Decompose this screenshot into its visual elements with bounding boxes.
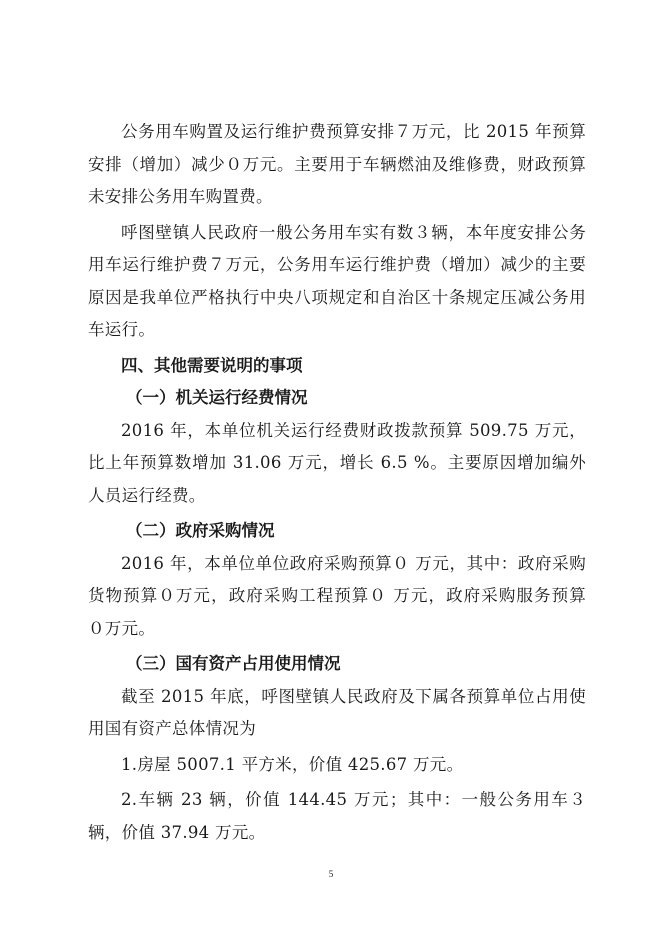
paragraph-assets-housing: 1.房屋 5007.1 平方米，价值 425.67 万元。: [121, 754, 464, 774]
paragraph-assets-intro: 截至 2015 年底，呼图壁镇人民政府及下属各预算单位占用使用国有资产总体情况为: [88, 686, 586, 738]
page-number: 5: [328, 869, 334, 879]
paragraph-vehicle-budget: 公务用车购置及运行维护费预算安排７万元，比 2015 年预算安排（增加）减少０万元。主要用于车辆燃油及维修费，财政预算未安排公务用车购置费。: [88, 122, 586, 206]
document-body: [88, 116, 586, 849]
paragraph-procurement: 2016 年，本单位单位政府采购预算０ 万元，其中：政府采购货物预算０万元，政府采购工程预算０ 万元，政府采购服务预算 ０万元。: [88, 553, 586, 638]
paragraph-operating-costs: 2016 年，本单位机关运行经费财政拨款预算 509.75 万元，比上年预算数增加 31.06 万元，增长 6.5 %。主要原因增加编外人员运行经费。: [88, 420, 586, 505]
subheading-procurement: （二）政府采购情况: [125, 521, 275, 540]
subheading-operating-costs: （一）机关运行经费情况: [125, 388, 308, 407]
paragraph-vehicle-count: 呼图壁镇人民政府一般公务用车实有数３辆，本年度安排公务用车运行维护费７万元，公务用车运行维护费（增加）减少的主要原因是我单位严格执行中央八项规定和自治区十条规定压减公务用车运行。: [88, 222, 586, 339]
subheading-state-assets: （三）国有资产占用使用情况: [125, 654, 341, 673]
paragraph-assets-vehicles: 2.车辆 23 辆，价值 144.45 万元；其中：一般公务用车３辆，价值 37.94 万元。: [88, 790, 586, 842]
section-heading-other-matters: 四、其他需要说明的事项: [121, 355, 303, 375]
